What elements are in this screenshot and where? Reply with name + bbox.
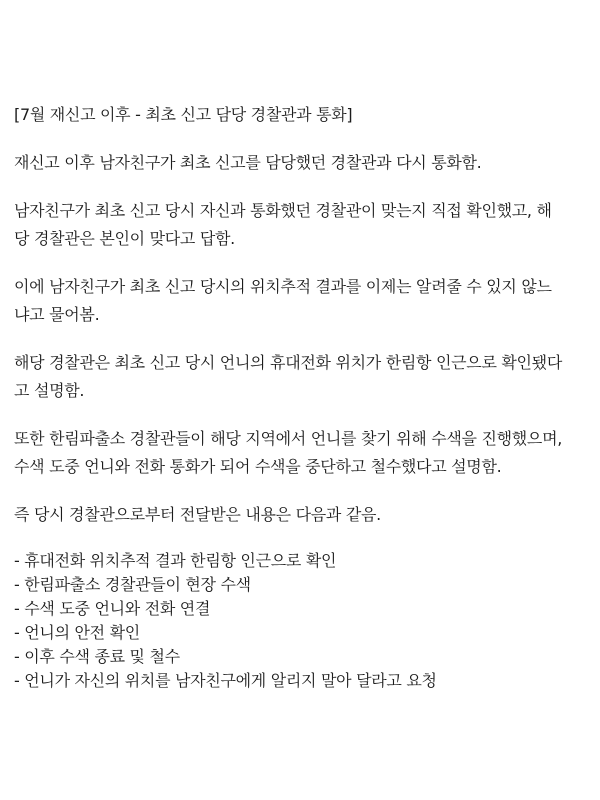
paragraph-4 — [14, 349, 590, 405]
paragraph-5 — [14, 425, 590, 481]
paragraph-line: 또한 한림파출소 경찰관들이 해당 지역에서 언니를 찾기 위해 수색을 진행했으며, — [14, 429, 563, 448]
paragraph-1 — [14, 149, 590, 177]
paragraph-line: 수색 도중 언니와 전화 통화가 되어 수색을 중단하고 철수했다고 설명함. — [14, 457, 502, 476]
paragraph-2 — [14, 197, 590, 253]
paragraph-line: 남자친구가 최초 신고 당시 자신과 통화했던 경찰관이 맞는지 직접 확인했고, 해 — [14, 201, 552, 220]
paragraph-6 — [14, 501, 590, 529]
paragraph-line: 고 설명함. — [14, 381, 85, 400]
paragraph-3 — [14, 273, 590, 329]
paragraph-line: 재신고 이후 남자친구가 최초 신고를 담당했던 경찰관과 다시 통화함. — [14, 153, 482, 172]
document-body — [14, 101, 590, 693]
paragraph-line: 해당 경찰관은 최초 신고 당시 언니의 휴대전화 위치가 한림항 인근으로 확인됐다 — [14, 353, 563, 372]
paragraph-line: 즉 당시 경찰관으로부터 전달받은 내용은 다음과 같음. — [14, 505, 381, 524]
document-heading — [14, 101, 590, 129]
list-item: - 이후 수색 종료 및 철수 — [14, 647, 180, 666]
paragraph-line: 당 경찰관은 본인이 맞다고 답함. — [14, 229, 235, 248]
list-item: - 언니의 안전 확인 — [14, 623, 140, 642]
heading-text: [7월 재신고 이후 - 최초 신고 담당 경찰관과 통화] — [14, 105, 353, 124]
list-item: - 언니가 자신의 위치를 남자친구에게 알리지 말아 달라고 요청 — [14, 671, 437, 690]
summary-list — [14, 549, 590, 693]
list-item: - 한림파출소 경찰관들이 현장 수색 — [14, 575, 251, 594]
paragraph-line: 냐고 물어봄. — [14, 305, 100, 324]
list-item: - 휴대전화 위치추적 결과 한림항 인근으로 확인 — [14, 551, 337, 570]
list-item: - 수색 도중 언니와 전화 연결 — [14, 599, 211, 618]
paragraph-line: 이에 남자친구가 최초 신고 당시의 위치추적 결과를 이제는 알려줄 수 있지 않느 — [14, 277, 552, 296]
